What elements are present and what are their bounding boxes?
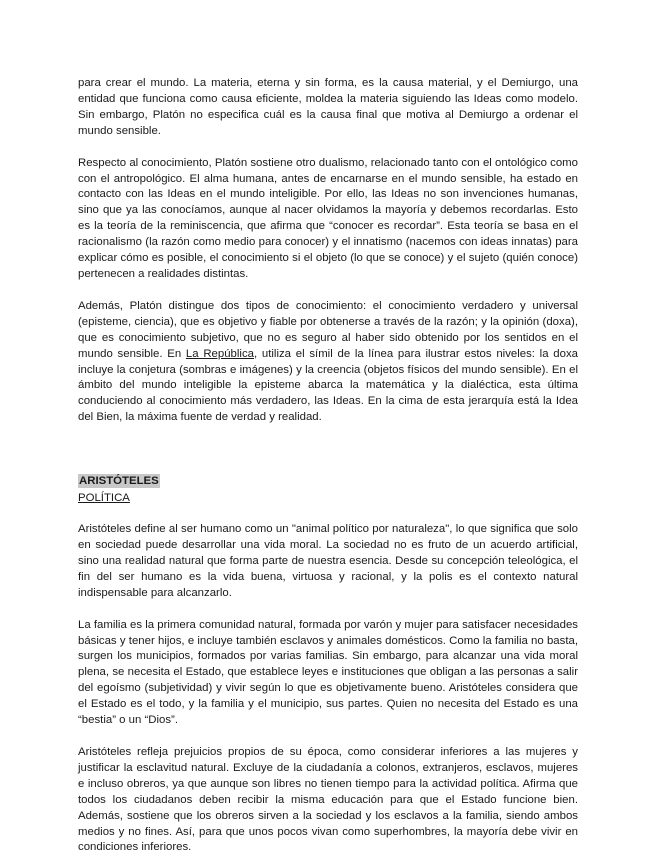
paragraph-aristoteles-family-state: La familia es la primera comunidad natural, formada por varón y mujer para satisfacer necesidades básicas y tener hijos, e incluye también esclavos y animales domésticos. Como la familia no basta, surgen los municipios, formados por varias familias. Sin embargo, para alcanzar una vida moral plena, se necesita el Estado, que establece leyes e instituciones que obligan a las personas a salir del egoísmo (subjetividad) y vivir según lo que es objetivamente bueno. Aristóteles considera que el Estado es el todo, y la familia y el municipio, sus partes. Quien no necesita del Estado es una “bestia” o un “Dios”. <box>78 618 578 727</box>
section-heading-aristoteles: ARISTÓTELES <box>79 475 159 488</box>
paragraph-aristoteles-prejudices: Aristóteles refleja prejuicios propios de su época, como considerar inferiores a las mujeres y justificar la esclavitud natural. Excluye de la ciudadanía a colonos, extranjeros, esclavos, mujeres e incluso obreros, ya que aunque son libres no tienen tiempo para la actividad política. Afirma que todos los ciudadanos deben recibir la misma educación para que el Estado funcione bien. Además, sostiene que los obreros sirven a la sociedad y los esclavos a la familia, siendo ambos medios y no fines. Así, para que unos pocos vivan como superhombres, la mayoría debe vivir en condiciones inferiores. <box>78 746 578 854</box>
subheading-politica: POLÍTICA <box>78 492 130 505</box>
paragraph-aristoteles-political-animal: Aristóteles define al ser humano como un "animal político por naturaleza", lo que significa que solo en sociedad puede desarrollar una vida moral. La sociedad no es fruto de un acuerdo artificial, sino una realidad natural que forma parte de nuestra esencia. Desde su concepción teleológica, el fin del ser humano es la vida buena, virtuosa y racional, y la polis es el contexto natural indispensable para alcanzarlo. <box>78 523 578 599</box>
spacer <box>78 140 578 156</box>
document-page <box>78 76 578 856</box>
paragraph-platon-levels <box>78 299 578 426</box>
section-heading-wrapper <box>78 471 578 489</box>
la-republica-link[interactable]: La República <box>185 347 254 360</box>
spacer <box>78 729 578 745</box>
paragraph-platon-knowledge: Respecto al conocimiento, Platón sostiene otro dualismo, relacionado tanto con el ontológico como con el antropológico. El alma humana, antes de encarnarse en el mundo sensible, ha estado en contacto con las Ideas en el mundo inteligible. Por ello, las Ideas no son invenciones humanas, sino que ya las conocíamos, aunque al nacer olvidamos la mayoría y debemos recordarlas. Esto es la teoría de la reminiscencia, que afirma que “conocer es recordar”. Esta teoría se basa en el racionalismo (la razón como medio para conocer) y el innatismo (nacemos con ideas innatas) para explicar cómo es posible, el conocimiento si el objeto (lo que se conoce) y el sujeto (quién conoce) pertenecen a realidades distintas. <box>78 156 578 280</box>
paragraph-text: , utiliza el símil de la línea para ilustrar estos niveles: la doxa incluye la conjetura (sombras e imágenes) y la creencia (objetos físicos del mundo sensible). En el ámbito del mundo inteligible la episteme abarca la matemática y la dialéctica, esta última conduciendo al conocimiento más verdadero, las Ideas. En la cima de esta jerarquía está la Idea del Bien, la máxima fuente de verdad y realidad. <box>78 347 578 424</box>
spacer <box>78 506 578 522</box>
paragraph-text: Además, Platón distingue dos tipos de conocimiento: el conocimiento verdadero y universal (episteme, ciencia), que es objetivo y fiable por obtenerse a través de la razón; y la opinión (doxa), que es conocimiento subjetivo, que no es seguro al haber sido obtenido por los sentidos en el mundo sensible. En <box>78 299 578 360</box>
spacer <box>78 602 578 618</box>
spacer <box>78 283 578 299</box>
spacer <box>78 426 578 471</box>
paragraph-platon-creation: para crear el mundo. La materia, eterna y sin forma, es la causa material, y el Demiurgo, una entidad que funciona como causa eficiente, moldea la materia siguiendo las Ideas como modelo. Sin embargo, Platón no especifica cuál es la causa final que motiva al Demiurgo a ordenar el mundo sensible. <box>78 77 578 137</box>
